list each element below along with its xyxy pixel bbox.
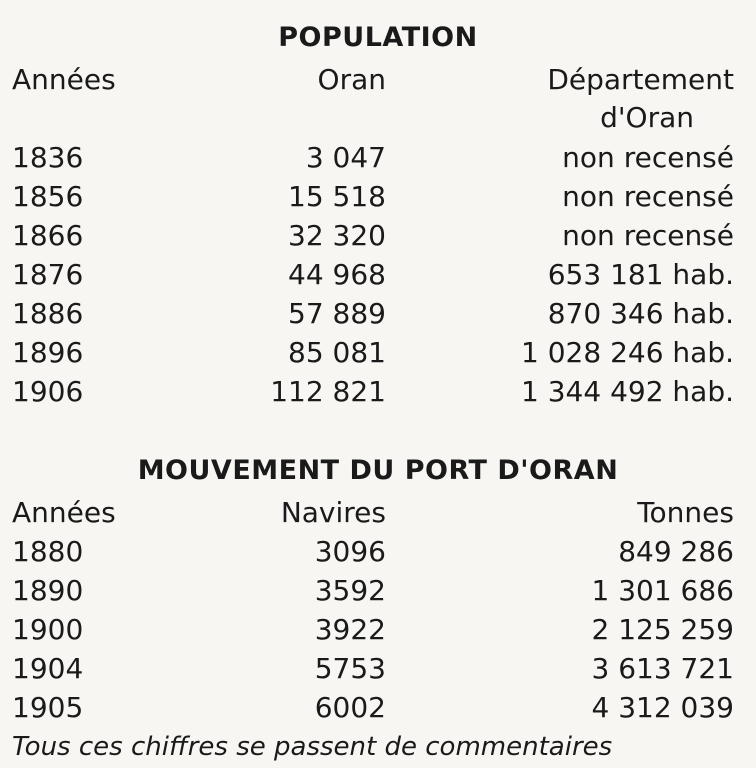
table-row: [0, 140, 756, 180]
year-cell: 1876: [12, 258, 84, 291]
tonnes-cell: 4 312 039: [591, 691, 734, 724]
table-row: [0, 651, 756, 691]
table-row: [0, 573, 756, 613]
department-cell: 1 028 246 hab.: [521, 336, 734, 369]
department-cell: non recensé: [562, 180, 734, 213]
table-row: [0, 690, 756, 730]
department-cell: 1 344 492 hab.: [521, 375, 734, 408]
header-department-line2: d'Oran: [600, 101, 694, 134]
table-row: [0, 179, 756, 219]
year-cell: 1896: [12, 336, 84, 369]
year-cell: 1906: [12, 375, 84, 408]
ships-cell: 5753: [314, 652, 386, 685]
year-cell: 1905: [12, 691, 84, 724]
header-years: Années: [12, 63, 116, 96]
year-cell: 1866: [12, 219, 84, 252]
oran-cell: 57 889: [288, 297, 386, 330]
ships-cell: 3096: [314, 535, 386, 568]
population-header-row: [0, 62, 756, 102]
table-row: [0, 374, 756, 414]
ships-cell: 3592: [314, 574, 386, 607]
oran-cell: 15 518: [288, 180, 386, 213]
department-cell: non recensé: [562, 141, 734, 174]
year-cell: 1886: [12, 297, 84, 330]
year-cell: 1856: [12, 180, 84, 213]
table-row: [0, 335, 756, 375]
department-cell: 870 346 hab.: [547, 297, 734, 330]
ships-cell: 3922: [314, 613, 386, 646]
footnote: Tous ces chiffres se passent de commentaires: [12, 732, 613, 762]
table-row: [0, 612, 756, 652]
population-header-row-2: [0, 100, 756, 140]
header-years: Années: [12, 496, 116, 529]
header-tonnes: Tonnes: [637, 496, 734, 529]
table-row: [0, 296, 756, 336]
header-oran: Oran: [317, 63, 386, 96]
ships-cell: 6002: [314, 691, 386, 724]
table-row: [0, 257, 756, 297]
table-row: [0, 534, 756, 574]
port-header-row: [0, 495, 756, 535]
oran-cell: 112 821: [270, 375, 386, 408]
port-title: MOUVEMENT DU PORT D'ORAN: [137, 455, 619, 486]
oran-cell: 44 968: [288, 258, 386, 291]
year-cell: 1904: [12, 652, 84, 685]
header-department: Département: [547, 63, 734, 96]
oran-cell: 3 047: [305, 141, 386, 174]
tonnes-cell: 3 613 721: [591, 652, 734, 685]
year-cell: 1836: [12, 141, 84, 174]
oran-cell: 85 081: [288, 336, 386, 369]
oran-cell: 32 320: [288, 219, 386, 252]
header-ships: Navires: [280, 496, 386, 529]
tonnes-cell: 1 301 686: [591, 574, 734, 607]
department-cell: 653 181 hab.: [547, 258, 734, 291]
year-cell: 1890: [12, 574, 84, 607]
tonnes-cell: 2 125 259: [591, 613, 734, 646]
year-cell: 1880: [12, 535, 84, 568]
table-row: [0, 218, 756, 258]
year-cell: 1900: [12, 613, 84, 646]
population-title: POPULATION: [278, 22, 478, 53]
tonnes-cell: 849 286: [618, 535, 734, 568]
department-cell: non recensé: [562, 219, 734, 252]
